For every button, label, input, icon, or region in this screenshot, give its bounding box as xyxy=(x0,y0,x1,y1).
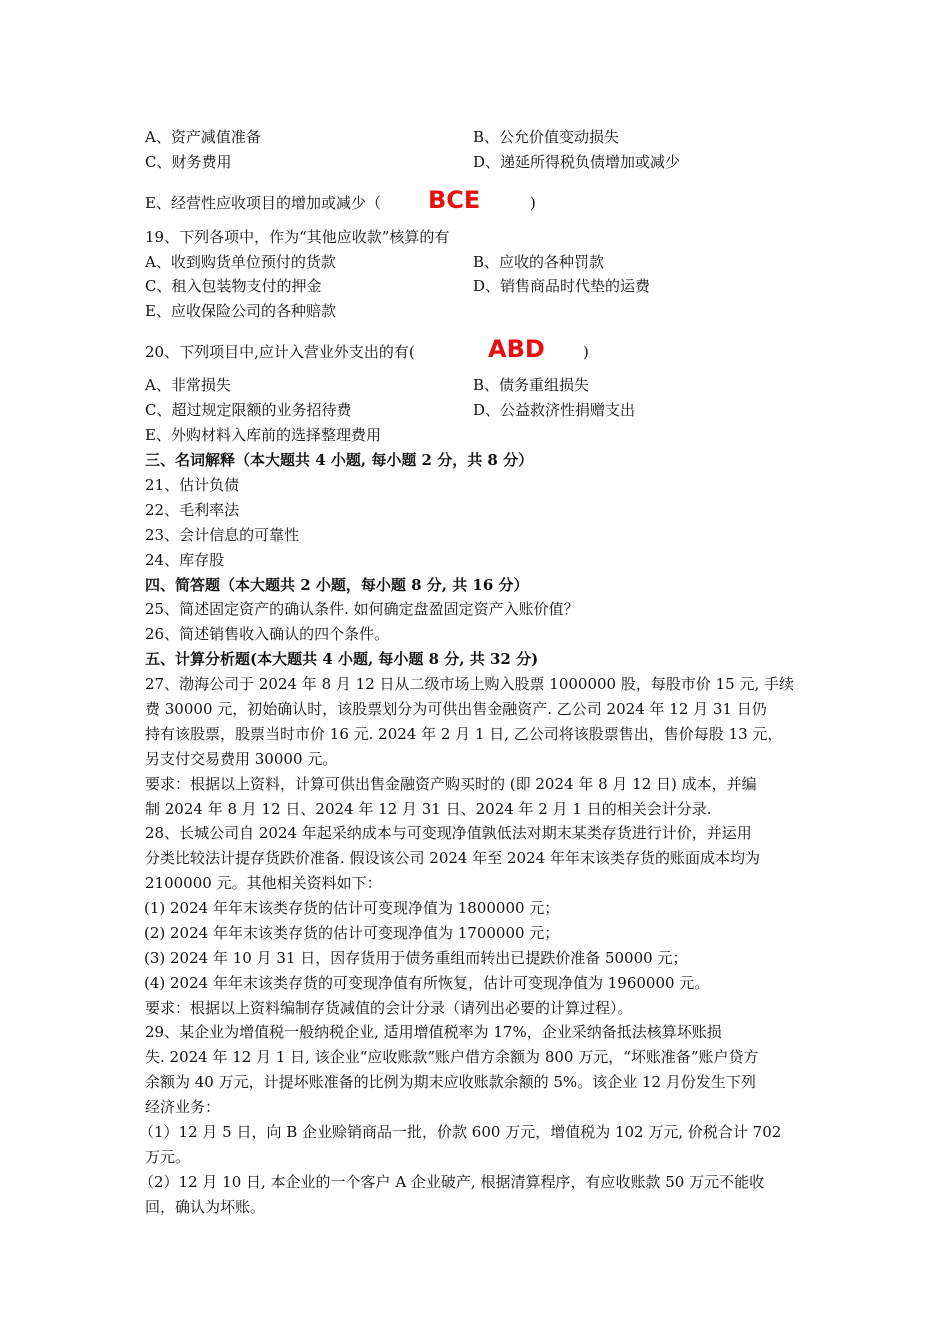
q20-option-c: C、超过规定限额的业务招待费 xyxy=(145,401,352,419)
section4-item: 26、简述销售收入确认的四个条件。 xyxy=(145,625,390,643)
q18-option-d: D、递延所得税负债增加或减少 xyxy=(473,153,681,171)
q20-option-b: B、债务重组损失 xyxy=(473,376,590,394)
section5-line: 28、长城公司自 2024 年起采纳成本与可变现净值孰低法对期末某类存货进行计价，并运用 xyxy=(145,824,752,842)
section5-line: 失. 2024 年 12 月 1 日, 该企业“应收账款”账户借方余额为 800 万元，“坏账准备”账户贷方 xyxy=(145,1048,759,1066)
q19-option-a: A、收到购货单位预付的货款 xyxy=(145,253,336,271)
q18-answer: BCE xyxy=(428,186,481,214)
section5-line: 费 30000 元，初始确认时，该股票划分为可供出售金融资产. 乙公司 2024 年 12 月 31 日仍 xyxy=(145,700,767,718)
section3-title: 三、名词解释（本大题共 4 小题, 每小题 2 分，共 8 分） xyxy=(145,451,534,469)
section5-line: 要求：根据以上资料编制存货减值的会计分录（请列出必要的计算过程）。 xyxy=(145,999,633,1017)
q19-stem: 19、下列各项中，作为“其他应收款”核算的有 xyxy=(145,228,450,246)
q19-option-e: E、应收保险公司的各种赔款 xyxy=(145,302,336,320)
section5-line: （1）12 月 5 日，向 B 企业赊销商品一批，价款 600 万元，增值税为 102 万元, 价税合计 702 xyxy=(139,1123,782,1141)
section5-line: 制 2024 年 8 月 12 日、2024 年 12 月 31 日、2024 年 2 月 1 日的相关会计分录. xyxy=(145,800,712,818)
q18-option-a: A、资产减值准备 xyxy=(145,128,261,146)
section5-line: 另支付交易费用 30000 元。 xyxy=(145,750,338,768)
section5-title: 五、计算分析题(本大题共 4 小题, 每小题 8 分, 共 32 分) xyxy=(145,650,539,668)
q18-option-c: C、财务费用 xyxy=(145,153,232,171)
section5-line: 29、某企业为增值税一般纳税企业, 适用增值税率为 17%，企业采纳备抵法核算坏账损 xyxy=(145,1023,722,1041)
section5-line: 经济业务： xyxy=(145,1098,221,1116)
q20-option-e: E、外购材料入库前的选择整理费用 xyxy=(145,426,381,444)
q20-option-d: D、公益救济性捐赠支出 xyxy=(473,401,636,419)
section5-line: (3) 2024 年 10 月 31 日，因存货用于债务重组而转出已提跌价准备 50000 元； xyxy=(144,949,688,967)
section5-line: 回，确认为坏账。 xyxy=(145,1198,266,1216)
section3-item: 21、估计负债 xyxy=(145,476,240,494)
section5-line: （2）12 月 10 日, 本企业的一个客户 A 企业破产, 根据清算程序，有应收账款 50 万元不能收 xyxy=(139,1173,765,1191)
q20-stem: 20、下列项目中,应计入营业外支出的有( xyxy=(145,343,415,361)
q19-option-d: D、销售商品时代垫的运费 xyxy=(473,277,651,295)
q18-option-e: E、经营性应收项目的增加或减少（ xyxy=(145,194,381,212)
section5-line: (4) 2024 年年末该类存货的可变现净值有所恢复，估计可变现净值为 1960000 元。 xyxy=(144,974,710,992)
section3-item: 24、库存股 xyxy=(145,551,225,569)
section5-line: 分类比较法计提存货跌价准备. 假设该公司 2024 年至 2024 年年末该类存货的账面成本均为 xyxy=(145,849,760,867)
section5-line: 27、渤海公司于 2024 年 8 月 12 日从二级市场上购入股票 1000000 股，每股市价 15 元, 手续 xyxy=(145,675,795,693)
q19-option-b: B、应收的各种罚款 xyxy=(473,253,605,271)
q20-close-paren: ) xyxy=(583,343,589,361)
q20-option-a: A、非常损失 xyxy=(145,376,231,394)
section5-line: (2) 2024 年年末该类存货的估计可变现净值为 1700000 元； xyxy=(144,924,560,942)
q18-option-b: B、公允价值变动损失 xyxy=(473,128,620,146)
q19-option-c: C、租入包装物支付的押金 xyxy=(145,277,322,295)
section5-line: (1) 2024 年年末该类存货的估计可变现净值为 1800000 元； xyxy=(144,899,560,917)
q18-close-paren: ) xyxy=(530,194,536,212)
section4-title: 四、简答题（本大题共 2 小题，每小题 8 分, 共 16 分） xyxy=(145,576,529,594)
section4-item: 25、简述固定资产的确认条件. 如何确定盘盈固定资产入账价值？ xyxy=(145,600,579,618)
section5-line: 余额为 40 万元，计提坏账准备的比例为期末应收账款余额的 5%。该企业 12 月份发生下列 xyxy=(145,1073,756,1091)
section5-line: 2100000 元。其他相关资料如下： xyxy=(145,874,382,892)
q20-answer: ABD xyxy=(488,335,545,363)
section3-item: 23、会计信息的可靠性 xyxy=(145,526,300,544)
section5-line: 万元。 xyxy=(145,1148,191,1166)
section5-line: 要求：根据以上资料，计算可供出售金融资产购买时的 (即 2024 年 8 月 12 日) 成本，并编 xyxy=(145,775,757,793)
section5-line: 持有该股票，股票当时市价 16 元. 2024 年 2 月 1 日, 乙公司将该股票售出，售价每股 13 元， xyxy=(145,725,783,743)
section3-item: 22、毛利率法 xyxy=(145,501,240,519)
